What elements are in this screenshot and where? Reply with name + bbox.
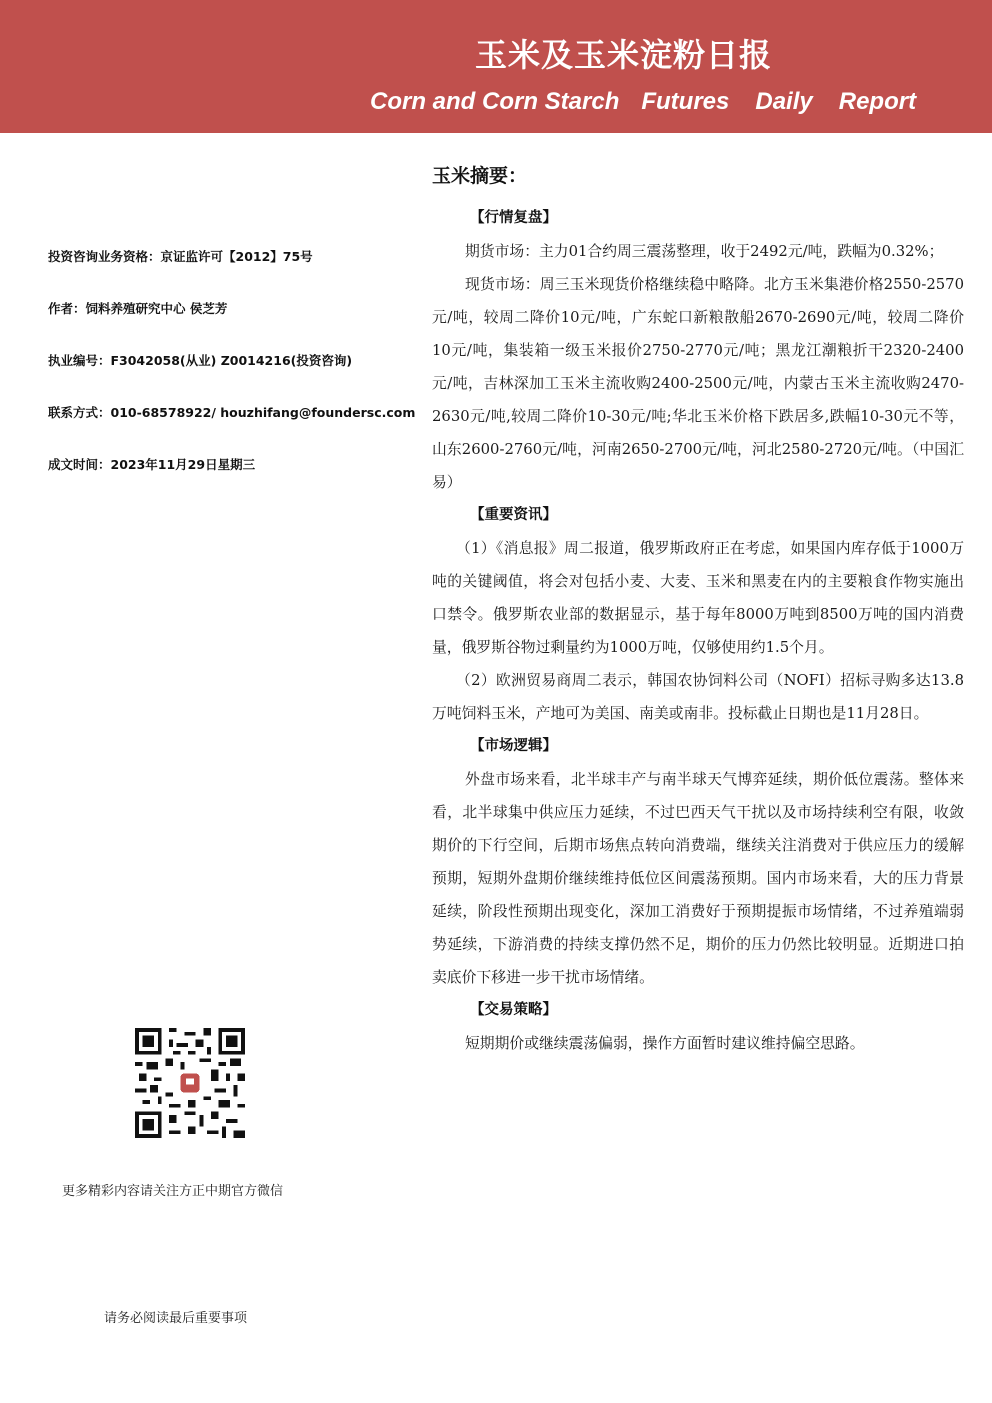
paragraph-logic: 外盘市场来看，北半球丰产与南半球天气博弈延续，期价低位震荡。整体来看，北半球集中供应压力延续，不过巴西天气干扰以及市场持续利空有限，收敛期价的下行空间，后期市场焦点转向消费端，继续关注消费对于供应压力的缓解预期，短期外盘期价继续维持低位区间震荡预期。国内市场来看，大的压力背景延续，阶段性预期出现变化，深加工消费好于预期提振市场情绪，不过养殖端弱势延续，下游消费的持续支撑仍然不足，期价的压力仍然比较明显。近期进口拍卖底价下移进一步干扰市场情绪。 — [432, 771, 964, 986]
report-title-en — [370, 88, 970, 116]
section-heading-news: 【重要资讯】 — [470, 507, 557, 523]
header-banner — [0, 0, 992, 133]
contact-text: 联系方式：010-68578922/ houzhifang@foundersc.com — [48, 405, 416, 420]
summary-content — [432, 160, 964, 1060]
paragraph-news-1: （1）《消息报》周二报道，俄罗斯政府正在考虑，如果国内库存低于1000万吨的关键阈值，将会对包括小麦、大麦、玉米和黑麦在内的主要粮食作物实施出口禁令。俄罗斯农业部的数据显示，基于每年8000万吨到8500万吨的国内消费量，俄罗斯谷物过剩量约为1000万吨，仅够使用约1.5个月。 — [432, 540, 964, 656]
qr-caption: 更多精彩内容请关注方正中期官方微信 — [62, 1184, 284, 1199]
paragraph-strategy: 短期期价或继续震荡偏弱，操作方面暂时建议维持偏空思路。 — [465, 1035, 865, 1052]
wechat-qr-code — [135, 1028, 245, 1138]
report-title-cn: 玉米及玉米淀粉日报 — [475, 36, 773, 74]
title-en-word: Report — [838, 88, 917, 115]
title-en-word: Futures — [641, 88, 730, 115]
paragraph-futures: 期货市场：主力01合约周三震荡整理，收于2492元/吨，跌幅为0.32%； — [465, 243, 944, 260]
date-text: 成文时间：2023年11月29日星期三 — [48, 457, 256, 472]
summary-title: 玉米摘要： — [432, 165, 528, 187]
author-text: 作者：饲料养殖研究中心 侯芝芳 — [48, 301, 228, 316]
section-heading-logic: 【市场逻辑】 — [470, 738, 557, 754]
paragraph-news-2: （2）欧洲贸易商周二表示，韩国农协饲料公司（NOFI）招标寻购多达13.8万吨饲料玉米，产地可为美国、南美或南非。投标截止日期也是11月28日。 — [432, 672, 964, 722]
qualification-text: 投资咨询业务资格：京证监许可【2012】75号 — [48, 249, 313, 264]
license-text: 执业编号：F3042058(从业) Z0014216(投资咨询) — [48, 353, 353, 368]
author-info — [48, 244, 428, 504]
section-heading-review: 【行情复盘】 — [470, 210, 557, 226]
title-en-word: Daily — [755, 88, 813, 115]
section-heading-strategy: 【交易策略】 — [470, 1002, 557, 1018]
paragraph-spot: 现货市场：周三玉米现货价格继续稳中略降。北方玉米集港价格2550-2570元/吨，较周二降价10元/吨，广东蛇口新粮散船2670-2690元/吨，较周二降价10元/吨，集装箱一级玉米报价2750-2770元/吨；黑龙江潮粮折干2320-2400元/吨，吉林深加工玉米主流收购2400-2500元/吨，内蒙古玉米主流收购2470-2630元/吨,较周二降价10-30元/吨;华北玉米价格下跌居多,跌幅10-30元不等，山东2600-2760元/吨，河南2650-2700元/吨，河北2580-2720元/吨。（中国汇易） — [432, 276, 964, 491]
footer-note: 请务必阅读最后重要事项 — [104, 1311, 248, 1326]
title-en-word: Corn and Corn Starch — [370, 88, 620, 115]
